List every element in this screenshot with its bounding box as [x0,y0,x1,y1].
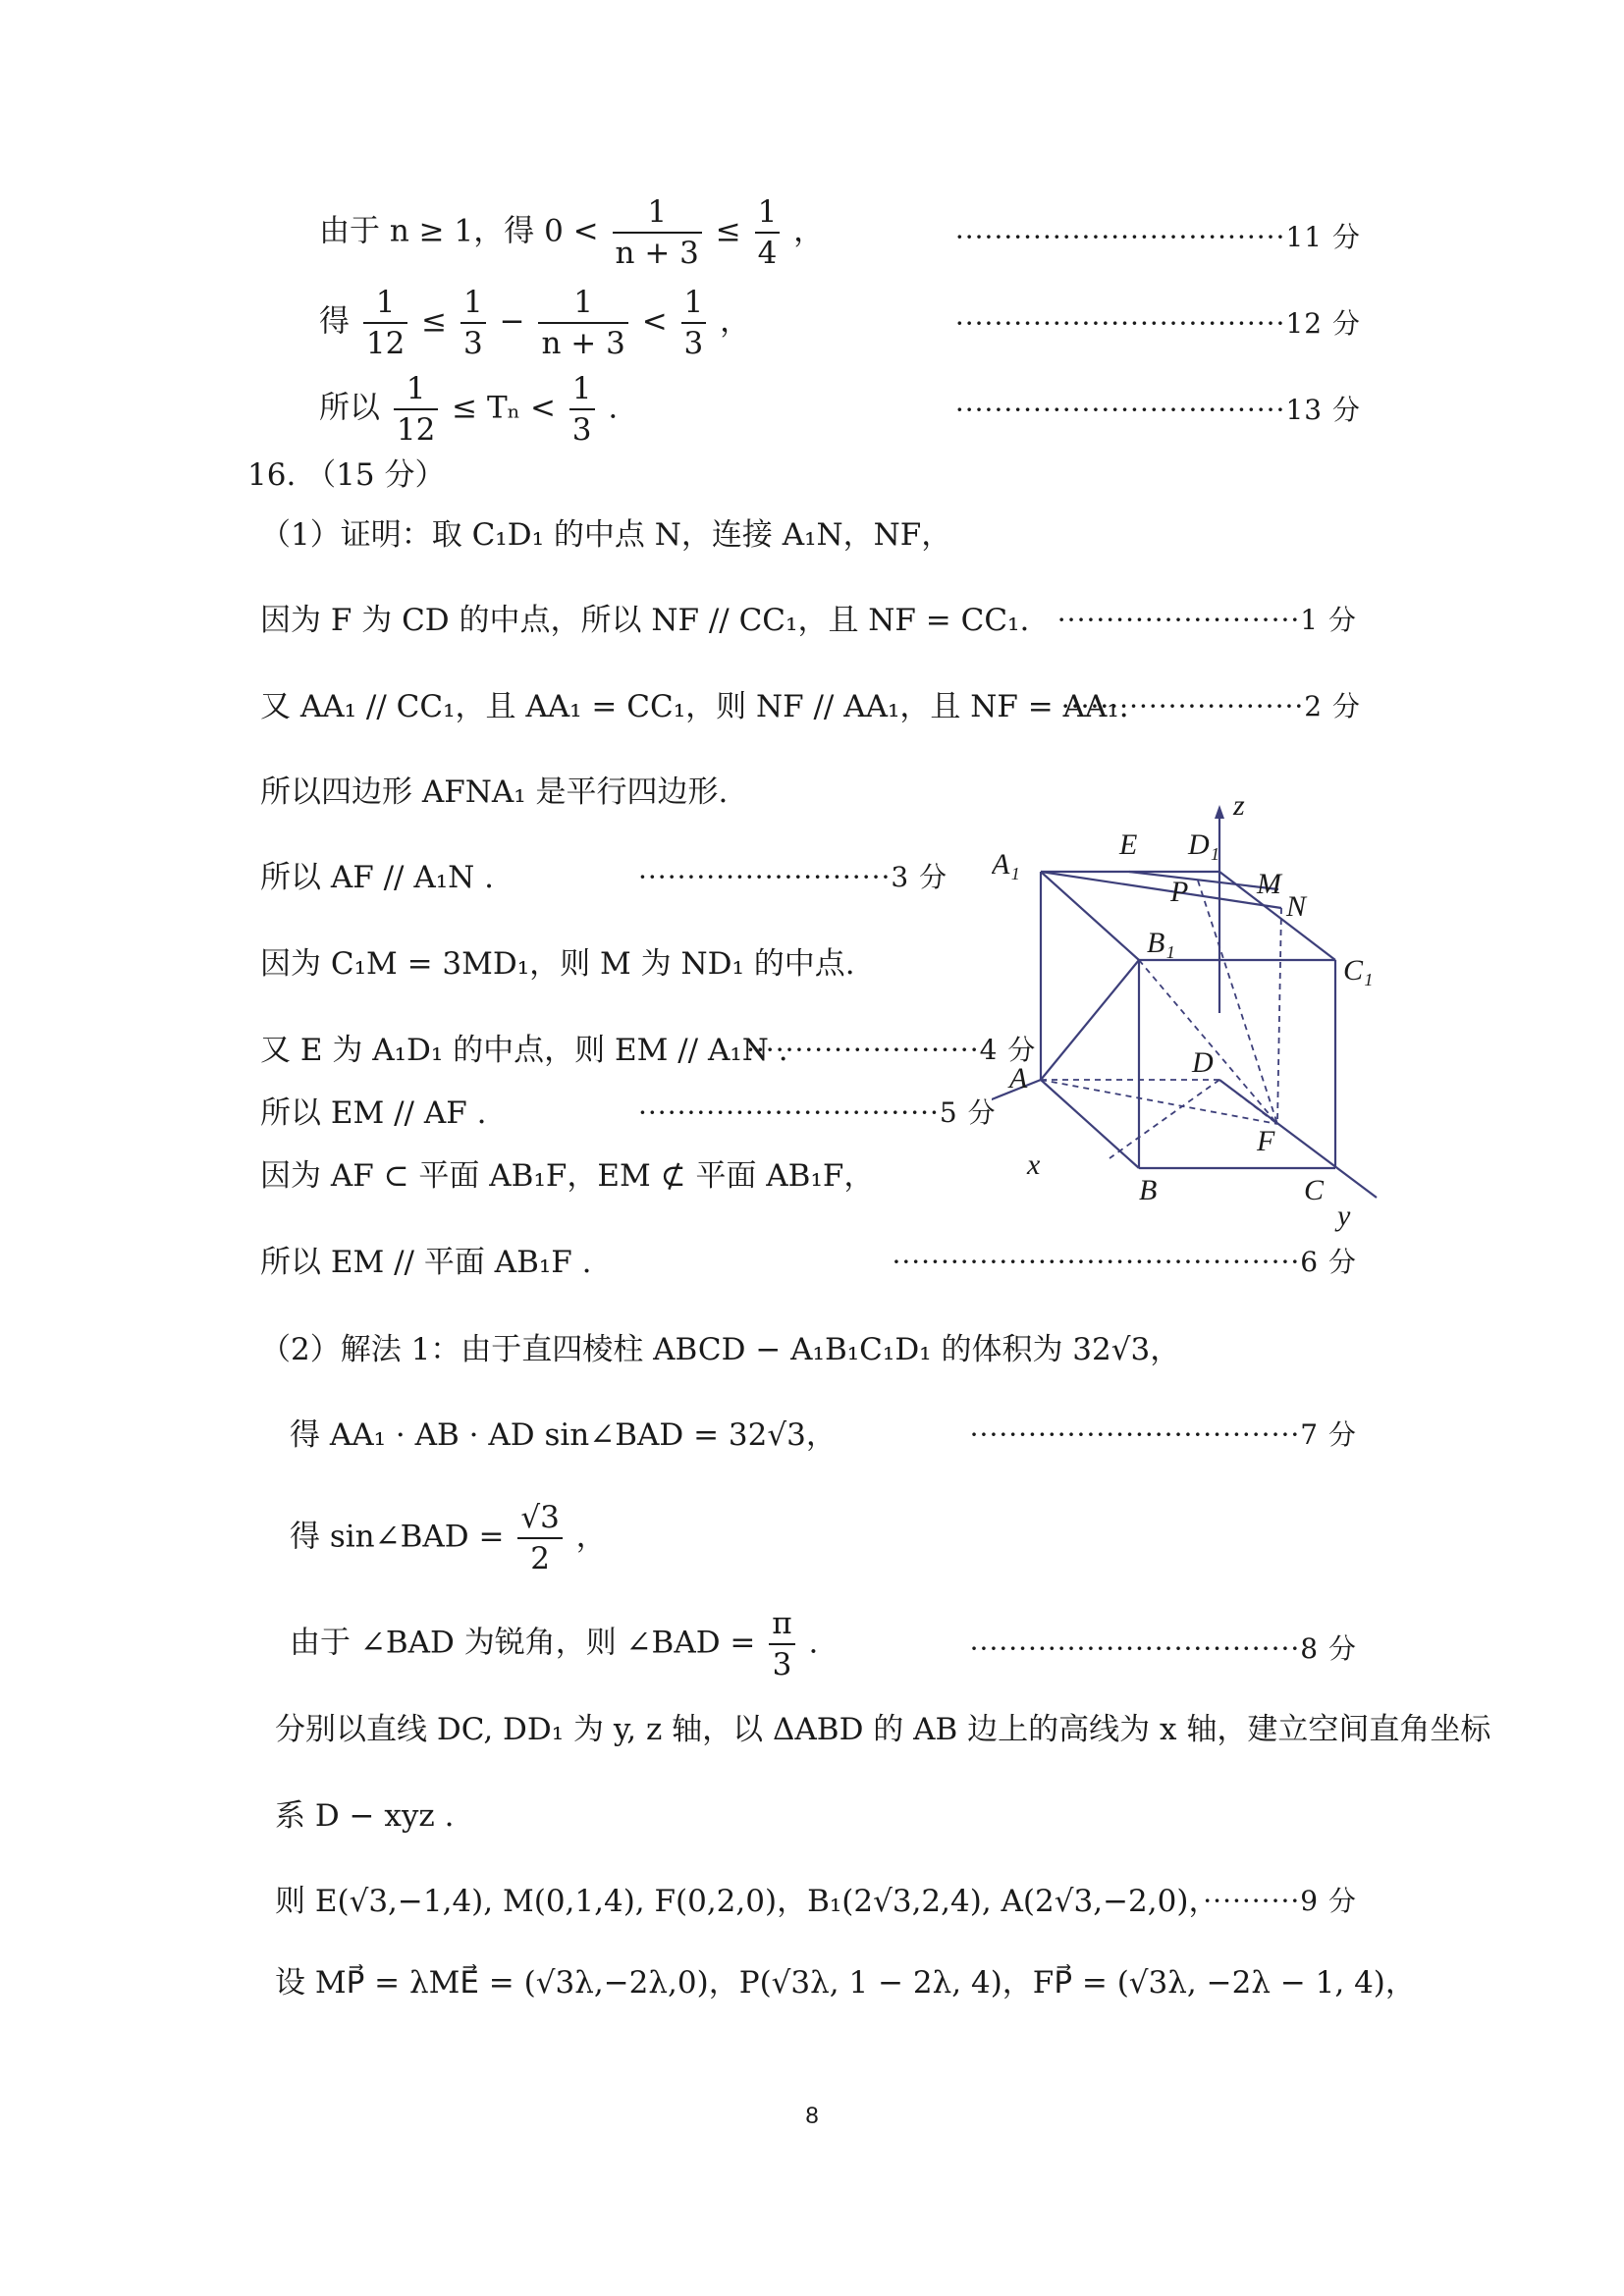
score-11: ··································11 分 [954,221,1361,253]
solution-line-8: 设 MP⃗ = λME⃗ = (√3λ,−2λ,0)，P(√3λ, 1 − 2λ, 4)，FP⃗ = (√3λ, −2λ − 1, 4)， [275,1965,1416,2001]
fraction: $\frac{1}{n + 3}$ [538,283,627,363]
score-5: ·······························5 分 [638,1096,997,1129]
proof-line-6: 因为 C₁M = 3MD₁，则 M 为 ND₁ 的中点. [260,946,855,982]
proof-line-8: 所以 EM // AF . [260,1095,487,1131]
fraction: $\frac{1}{12}$ [394,369,438,450]
proof-line-7: 又 E 为 A₁D₁ 的中点，则 EM // A₁N . [260,1033,788,1068]
solution-line-3: 得 sin∠BAD = $\frac{√3}{2}$ ， [290,1500,607,1576]
label-b1: B₁ [1147,927,1175,959]
label-c1: C₁ [1343,954,1374,987]
line-11: 由于 n ≥ 1，得 0 < $\frac{1}{n + 3}$ ≤ $\frac{1}{4}$ ， [319,194,825,271]
segment-n-f [1277,908,1281,1124]
solution-line-5: 分别以直线 DC, DD₁ 为 y, z 轴，以 ΔABD 的 AB 边上的高线为 x 轴，建立空间直角坐标 [275,1712,1491,1747]
solution-line-7: 则 E(√3,−1,4), M(0,1,4), F(0,2,0)，B₁(2√3,2,4), A(2√3,−2,0)， [275,1884,1219,1919]
line-12: 得 $\frac{1}{12}$ ≤ $\frac{1}{3}$ − $\frac{1}{n + 3}$ < $\frac{1}{3}$ ， [319,285,751,361]
fraction: $\frac{1}{n + 3}$ [613,192,702,273]
proof-line-9: 因为 AF ⊂ 平面 AB₁F，EM ⊄ 平面 AB₁F， [260,1158,875,1194]
fraction: $\frac{1}{4}$ [755,192,781,273]
proof-line-1: （1）证明：取 C₁D₁ 的中点 N，连接 A₁N，NF， [260,517,952,553]
proof-line-5: 所以 AF // A₁N . [260,860,494,895]
question-16-heading: 16. （15 分） [247,457,446,493]
label-z: z [1233,789,1245,822]
score-2: ·························2 分 [1060,690,1361,722]
segment-a-f [1041,1080,1277,1124]
label-a: A [1009,1062,1028,1095]
label-c: C [1304,1174,1325,1206]
label-f: F [1257,1125,1275,1157]
label-b: B [1139,1174,1158,1206]
label-p: P [1170,876,1189,908]
solution-line-1: （2）解法 1：由于直四棱柱 ABCD − A₁B₁C₁D₁ 的体积为 32√3， [260,1332,1181,1367]
solution-line-6: 系 D − xyz . [275,1798,455,1834]
score-7: ··································7 分 [969,1418,1357,1451]
score-8: ··································8 分 [969,1632,1357,1665]
score-1: ·························1 分 [1056,604,1357,636]
score-9: ··········9 分 [1203,1885,1357,1917]
fraction: $\frac{1}{3}$ [681,283,707,363]
y-axis [1219,1080,1377,1198]
solution-line-4: 由于 ∠BAD 为锐角，则 ∠BAD = $\frac{\pi}{3}$ . [290,1606,819,1682]
proof-line-2: 因为 F 为 CD 的中点，所以 NF // CC₁，且 NF = CC₁. [260,603,1030,638]
fraction: $\frac{1}{3}$ [569,369,595,450]
line-11-text: 由于 n ≥ 1，得 0 < [319,213,599,249]
label-x: x [1027,1148,1041,1181]
label-m: M [1257,868,1281,900]
fraction: $\frac{1}{12}$ [363,283,407,363]
score-13: ··································13 分 [954,394,1361,426]
proof-line-10: 所以 EM // 平面 AB₁F . [260,1245,592,1280]
segment-b1-f [1139,960,1277,1124]
label-y: y [1337,1200,1351,1232]
proof-line-3: 又 AA₁ // CC₁，且 AA₁ = CC₁，则 NF // AA₁，且 NF = AA₁. [260,689,1129,724]
label-d1: D₁ [1188,828,1220,861]
line-13: 所以 $\frac{1}{12}$ ≤ Tₙ < $\frac{1}{3}$ . [319,371,619,448]
edge-a-b1 [1041,960,1139,1080]
score-12: ··································12 分 [954,307,1361,340]
proof-line-4: 所以四边形 AFNA₁ 是平行四边形. [260,774,729,810]
segment-d-x [1110,1080,1219,1158]
label-a1: A₁ [992,848,1020,881]
prism-figure [992,785,1404,1237]
label-d: D [1192,1046,1214,1079]
edge-a-b [1041,1080,1139,1168]
fraction: $\frac{√3}{2}$ [517,1498,562,1578]
z-axis-arrow [1215,805,1224,819]
solution-line-2: 得 AA₁ · AB · AD sin∠BAD = 32√3， [290,1417,837,1453]
page-number: 8 [805,2103,819,2129]
score-6: ··········································6 分 [892,1246,1357,1278]
label-n: N [1286,890,1307,923]
fraction: $\frac{\pi}{3}$ [769,1604,794,1684]
score-3: ··························3 分 [638,861,948,893]
fraction: $\frac{1}{3}$ [460,283,486,363]
segment-a1-n [1041,872,1281,908]
score-4: ························4 分 [746,1034,1037,1066]
label-e: E [1119,828,1138,861]
